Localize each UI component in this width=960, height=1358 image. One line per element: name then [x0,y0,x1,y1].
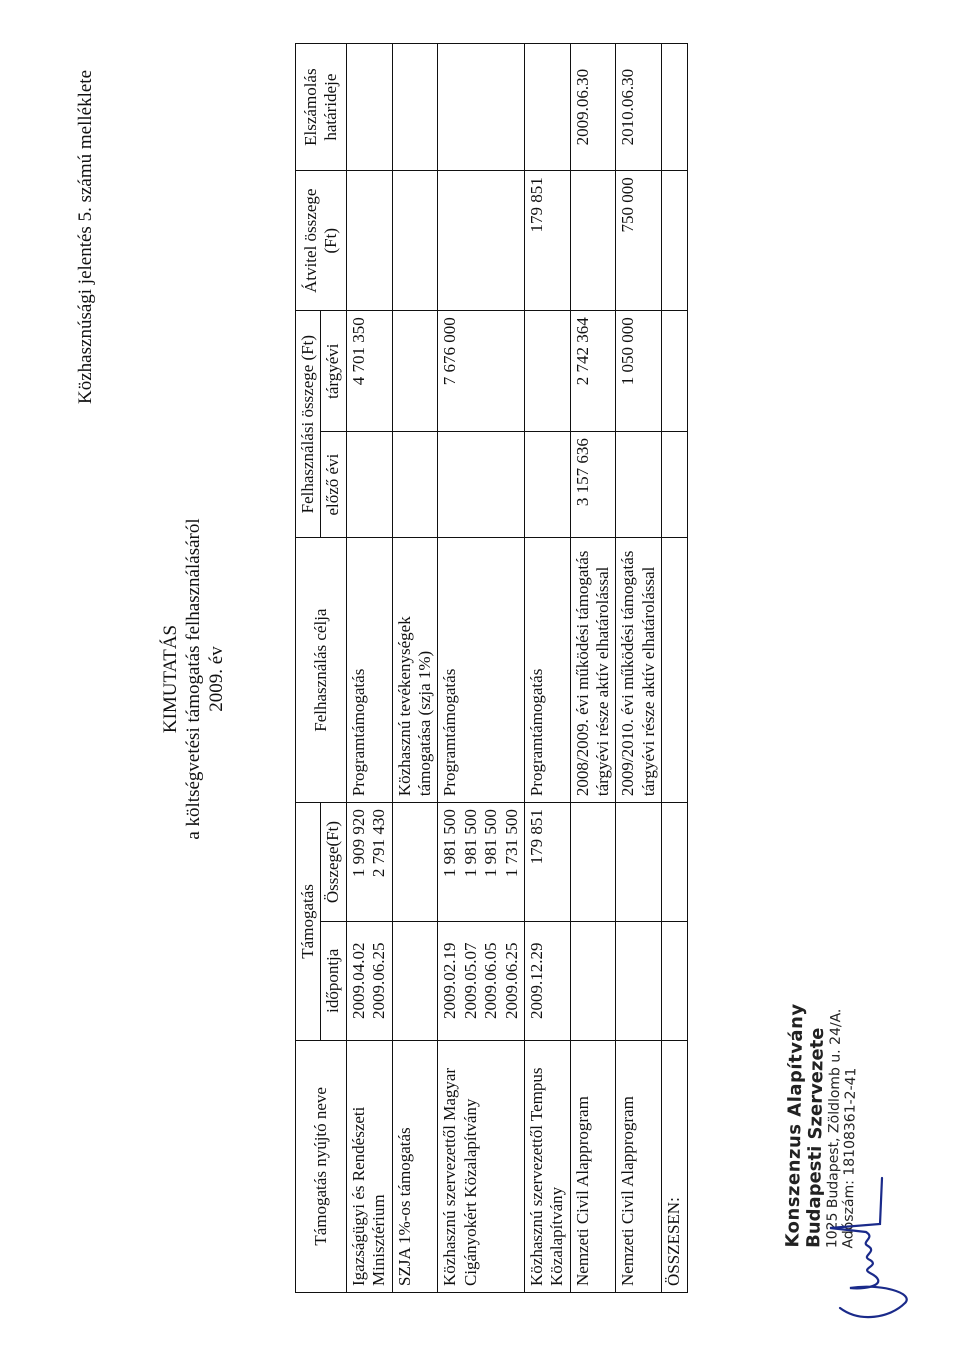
provider-cell: Nemzeti Civil Alapprogram [570,1040,616,1292]
stamp-line-3: 1025 Budapest, Zöldlomb u. 24/A. [824,1008,845,1249]
support-amount-cell [570,803,616,922]
transfer-cell [346,171,392,311]
title-block [160,0,228,1358]
deadline-cell [524,44,570,171]
provider-cell: Közhasznú szervezettől Tempus Közalapítvány [524,1040,570,1292]
support-amount-cell [392,803,438,922]
transfer-cell: 179 851 [524,171,570,311]
provider-cell: Nemzeti Civil Alapprogram [616,1040,662,1292]
support-date-cell-line: 2009.06.25 [501,942,521,1020]
support-amount-cell-line: 179 851 [526,809,546,865]
support-table [295,43,688,1293]
support-amount-cell-line: 1 981 500 [460,809,480,878]
purpose-cell: Programtámogatás [524,538,570,803]
table-row [438,44,525,1293]
table-row [570,44,616,1293]
col-usage: Felhasználási összege (Ft) [296,311,321,538]
col-deadline: Elszámolás határideje [296,44,347,171]
transfer-cell [570,171,616,311]
col-support-date: időpontja [321,921,346,1040]
usage-prev-cell [438,432,525,538]
support-amount-cell [346,803,392,922]
appendix-label: Közhasznúsági jelentés 5. számú melléklete [75,70,96,404]
support-date-cell [392,921,438,1040]
usage-curr-cell [524,311,570,432]
col-usage-curr: tárgyévi [321,311,346,432]
support-date-cell [346,921,392,1040]
support-amount-cell [616,803,662,922]
support-amount-cell-line: 1 981 500 [481,809,501,878]
col-transfer: Átvitel összege (Ft) [296,171,347,311]
stamp-line-2: Budapesti Szervezete [803,1027,829,1249]
support-date-cell-line: 2009.02.19 [440,942,460,1020]
stamp-line-4: Adószám: 18108361-2-41 [840,1067,860,1249]
usage-curr-cell: 7 676 000 [438,311,525,432]
doc-title: KIMUTATÁS [160,624,181,734]
support-amount-cell-line: 1 731 500 [501,809,521,878]
purpose-cell: 2009/2010. évi működési támogatás tárgyévi része aktív elhatárolással [616,538,662,803]
deadline-cell [438,44,525,171]
doc-subtitle: a költségvetési támogatás felhasználásáról [182,518,204,840]
usage-curr-cell: 1 050 000 [616,311,662,432]
transfer-cell [438,171,525,311]
usage-curr-cell: 4 701 350 [346,311,392,432]
support-date-cell [570,921,616,1040]
usage-prev-cell [346,432,392,538]
provider-cell: Közhasznú szervezettől Magyar Cigányokért Közalapítvány [438,1040,525,1292]
total-row [662,44,687,1293]
support-amount-cell-line: 1 909 920 [348,809,368,878]
usage-prev-cell: 3 157 636 [570,432,616,538]
usage-curr-cell: 2 742 364 [570,311,616,432]
support-date-cell-line: 2009.04.02 [348,942,368,1020]
deadline-cell: 2010.06.30 [616,44,662,171]
purpose-cell: 2008/2009. évi működési támogatás tárgyévi része aktív elhatárolással [570,538,616,803]
usage-prev-cell [616,432,662,538]
transfer-cell: 750 000 [616,171,662,311]
purpose-cell: Közhasznú tevékenységek támogatása (szja 1%) [392,538,438,803]
support-amount-cell-line: 1 981 500 [440,809,460,878]
provider-cell: Igazságügyi és Rendészeti Minisztérium [346,1040,392,1292]
signature-icon [810,1168,930,1328]
support-date-cell-line: 2009.05.07 [460,942,480,1020]
support-date-cell-line: 2009.12.29 [526,942,546,1020]
usage-prev-cell [392,432,438,538]
usage-prev-cell [524,432,570,538]
table-body [346,44,661,1293]
col-provider: Támogatás nyújtó neve [296,1040,347,1292]
col-purpose: Felhasználás célja [296,538,347,803]
table-row [524,44,570,1293]
purpose-cell: Programtámogatás [346,538,392,803]
support-amount-cell [438,803,525,922]
support-amount-cell-line: 2 791 430 [369,809,389,878]
support-date-cell [438,921,525,1040]
purpose-cell: Programtámogatás [438,538,525,803]
transfer-cell [392,171,438,311]
provider-cell: SZJA 1%-os támogatás [392,1040,438,1292]
doc-year: 2009. év [205,646,227,712]
support-date-cell [616,921,662,1040]
deadline-cell: 2009.06.30 [570,44,616,171]
stamp-line-1: Konszenzus Alapítvány [782,1003,808,1248]
table-row [616,44,662,1293]
usage-curr-cell [392,311,438,432]
deadline-cell [346,44,392,171]
deadline-cell [392,44,438,171]
support-amount-cell [524,803,570,922]
col-usage-prev: előző évi [321,432,346,538]
support-date-cell-line: 2009.06.25 [369,942,389,1020]
table-row [346,44,392,1293]
support-date-cell [524,921,570,1040]
table-row [392,44,438,1293]
header-row [296,44,321,1293]
col-support: Támogatás [296,803,321,1041]
total-label: ÖSSZESEN: [662,1040,687,1292]
support-date-cell-line: 2009.06.05 [481,942,501,1020]
col-support-amount: Összege(Ft) [321,803,346,922]
